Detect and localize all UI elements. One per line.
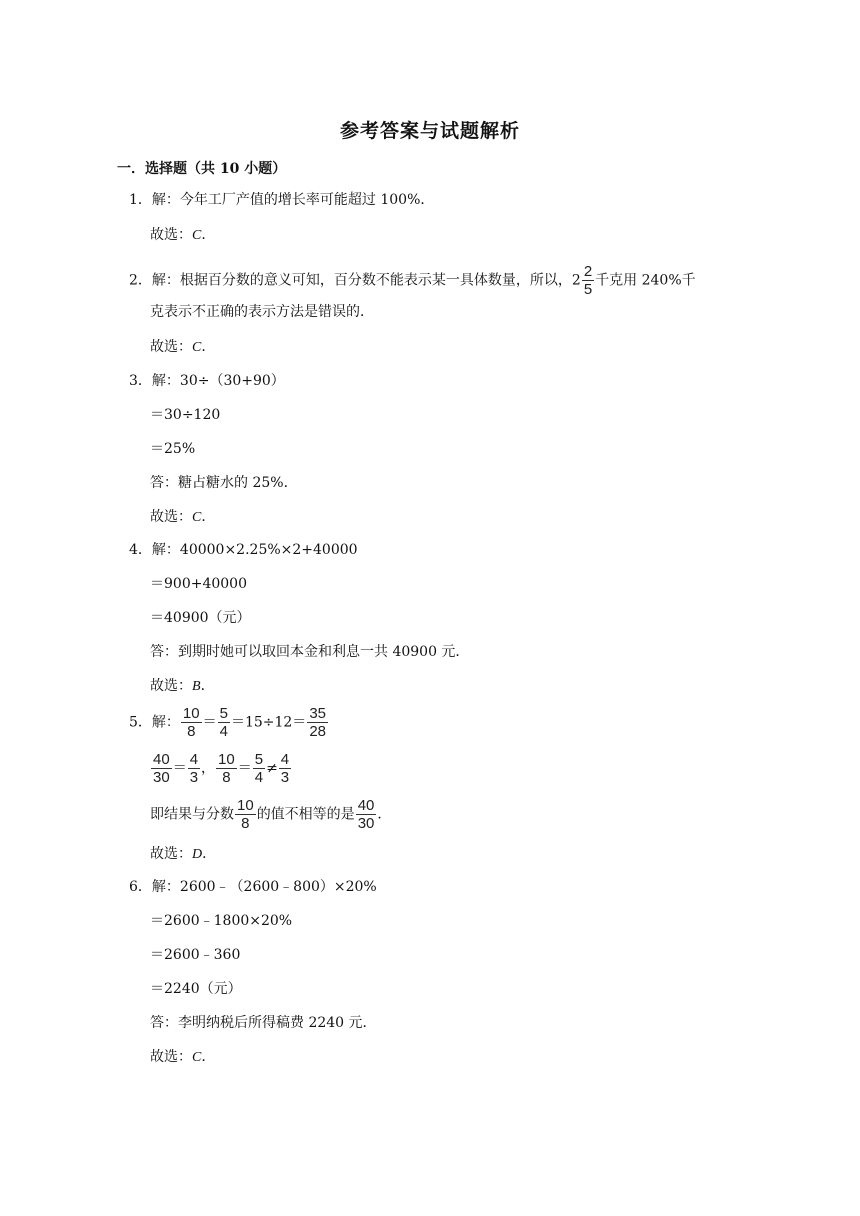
q1-answer	[150, 226, 215, 245]
fraction-numerator: 10	[182, 705, 200, 722]
fraction-40-30	[151, 752, 172, 785]
q6-solution-line4: ＝2240（元）	[150, 981, 242, 997]
answer-choice: C	[192, 340, 202, 355]
answer-choice: D	[192, 847, 203, 862]
section-heading: 一．选择题（共 10 小题）	[117, 161, 287, 177]
fraction-denominator: 30	[357, 815, 375, 832]
answer-choice: C	[192, 510, 202, 525]
q5-conclusion-a: 即结果与分数	[150, 806, 234, 823]
q5-solution-line2	[150, 752, 292, 785]
q3-solution-line3: ＝25%	[150, 441, 196, 457]
fraction-10-8	[181, 706, 202, 739]
fraction-35-28	[307, 706, 328, 739]
equals-sign: ＝	[172, 760, 187, 777]
q2-solution-line1	[129, 264, 696, 297]
q6-solution-line1: 6．解：2600﹣（2600﹣800）×20%	[129, 879, 377, 895]
mixed-number-fraction	[582, 264, 594, 297]
answer-choice: B	[192, 679, 201, 694]
q5-prefix: 5．解：	[129, 714, 180, 731]
q6-conclusion: 答：李明纳税后所得稿费 2240 元．	[150, 1015, 377, 1031]
q4-solution-line1: 4．解：40000×2.25%×2+40000	[129, 542, 358, 558]
fraction-denominator: 30	[153, 769, 170, 786]
fraction-denominator: 3	[280, 769, 290, 786]
fraction-denominator: 4	[254, 769, 264, 786]
fraction-numerator: 40	[357, 797, 375, 814]
fraction-numerator: 35	[309, 705, 326, 722]
fraction-5-4	[253, 752, 265, 785]
q5-solution-line1	[129, 706, 329, 739]
answer-label: 故选：	[150, 1049, 192, 1065]
answer-period: ．	[202, 846, 217, 862]
q4-conclusion: 答：到期时她可以取回本金和利息一共 40900 元．	[150, 644, 470, 660]
fraction-denominator: 4	[219, 723, 228, 740]
fraction-40-30	[356, 798, 377, 831]
q5-conclusion-b: 的值不相等的是	[256, 806, 355, 823]
answer-label: 故选：	[150, 227, 192, 243]
answer-choice: C	[192, 1050, 202, 1065]
answer-label: 故选：	[150, 846, 192, 862]
q4-answer	[150, 677, 215, 696]
q4-solution-line2: ＝900+40000	[150, 576, 247, 592]
fraction-numerator: 2	[583, 263, 593, 280]
fraction-numerator: 4	[280, 751, 290, 768]
fraction-denominator: 3	[189, 769, 199, 786]
q2-post-text: 千克用 240%千	[595, 272, 696, 289]
answer-choice: C	[192, 228, 202, 243]
answer-period: ．	[201, 227, 216, 243]
comma: ，	[201, 760, 216, 777]
fraction-numerator: 5	[254, 751, 264, 768]
q3-solution-line1: 3．解：30÷（30+90）	[129, 373, 285, 389]
fraction-numerator: 40	[153, 751, 170, 768]
answer-label: 故选：	[150, 509, 192, 525]
q2-solution-line2: 克表示不正确的表示方法是错误的．	[150, 304, 374, 320]
fraction-4-3	[279, 752, 291, 785]
equals-sign: ＝	[202, 714, 217, 731]
fraction-10-8	[216, 752, 237, 785]
fraction-numerator: 10	[237, 797, 254, 814]
fraction-denominator: 5	[583, 281, 593, 298]
fraction-denominator: 8	[241, 815, 250, 832]
answer-period: ．	[201, 509, 216, 525]
q4-solution-line3: ＝40900（元）	[150, 610, 251, 626]
q2-answer	[150, 338, 215, 357]
q6-solution-line3: ＝2600﹣360	[150, 947, 241, 963]
q5-conclusion	[150, 798, 391, 831]
q5-conclusion-c: ．	[377, 806, 392, 823]
q2-pre-text: 2．解：根据百分数的意义可知，百分数不能表示某一具体数量，所以，	[129, 272, 572, 289]
q3-answer	[150, 508, 215, 527]
answer-period: ．	[201, 1049, 216, 1065]
q1-solution: 1．解：今年工厂产值的增长率可能超过 100%．	[129, 192, 435, 208]
fraction-denominator: 8	[187, 723, 196, 740]
answer-label: 故选：	[150, 339, 192, 355]
answer-label: 故选：	[150, 678, 192, 694]
q6-answer	[150, 1048, 215, 1067]
fraction-numerator: 5	[219, 705, 228, 722]
equals-sign: ＝	[237, 760, 252, 777]
fraction-denominator: 28	[309, 723, 326, 740]
answer-period: ．	[200, 678, 215, 694]
q5-middle-expression: ＝15÷12＝	[230, 714, 307, 731]
mixed-number-whole: 2	[571, 272, 581, 289]
page-title: 参考答案与试题解析	[339, 120, 520, 142]
fraction-4-3	[188, 752, 200, 785]
fraction-5-4	[218, 706, 230, 739]
fraction-numerator: 10	[218, 751, 235, 768]
not-equal-sign: ≠	[266, 760, 278, 777]
answer-period: ．	[201, 339, 216, 355]
fraction-denominator: 8	[222, 769, 231, 786]
q3-conclusion: 答：糖占糖水的 25%．	[150, 475, 298, 491]
fraction-10-8	[235, 798, 256, 831]
q6-solution-line2: ＝2600﹣1800×20%	[150, 913, 293, 929]
q5-answer	[150, 845, 216, 864]
fraction-numerator: 4	[189, 751, 199, 768]
q3-solution-line2: ＝30÷120	[150, 407, 221, 423]
